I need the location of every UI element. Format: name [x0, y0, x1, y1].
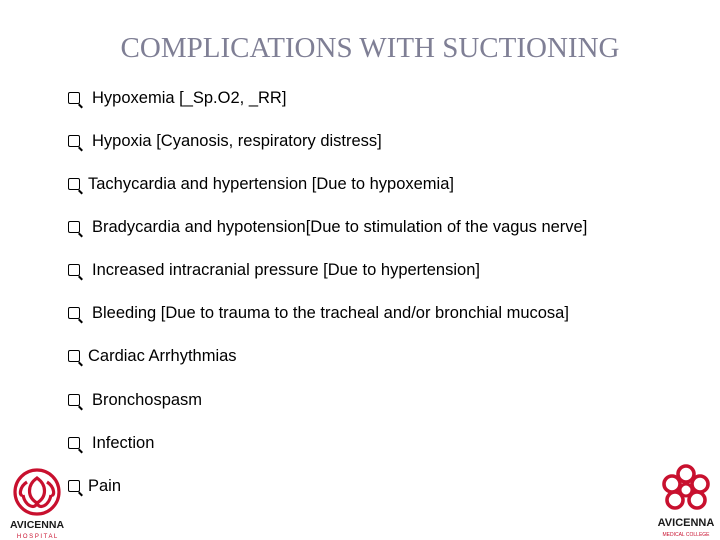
bullet-item — [68, 431, 154, 455]
bullet-item — [68, 129, 382, 153]
bullet-item — [68, 215, 587, 239]
bullet-text: Increased intracranial pressure [Due to hypertension] — [92, 260, 480, 279]
checkbox-bullet-icon — [68, 135, 80, 147]
bullet-item — [68, 258, 480, 282]
bullet-text: Hypoxia [Cyanosis, respiratory distress] — [92, 131, 382, 150]
flower-emblem-icon — [664, 466, 708, 508]
bullet-text: Pain — [88, 476, 122, 495]
avicenna-hospital-logo — [5, 465, 69, 540]
logo-left-name: AVICENNA — [9, 519, 65, 531]
bullet-text: Tachycardia and hypertension [Due to hypoxemia] — [88, 174, 454, 193]
checkbox-bullet-icon — [68, 437, 80, 449]
bullet-item — [68, 474, 121, 498]
bullet-text: Hypoxemia [_Sp.O2, _RR] — [92, 88, 287, 107]
bullet-text: Bronchospasm — [92, 390, 203, 409]
bullet-text: Cardiac Arrhythmias — [88, 346, 237, 365]
logo-left-sub: H O S P I T A L — [16, 534, 58, 540]
bullet-item — [68, 344, 237, 368]
bullet-item — [68, 86, 286, 110]
checkbox-bullet-icon — [68, 92, 80, 104]
avicenna-college-logo — [653, 462, 720, 540]
checkbox-bullet-icon — [68, 221, 80, 233]
checkbox-bullet-icon — [68, 394, 80, 406]
checkbox-bullet-icon — [68, 307, 80, 319]
bullet-item — [68, 172, 454, 196]
checkbox-bullet-icon — [68, 480, 80, 492]
logo-right-name: AVICENNA — [657, 517, 715, 529]
checkbox-bullet-icon — [68, 264, 80, 276]
bullet-text: Infection — [92, 433, 155, 452]
bullet-text: Bradycardia and hypotension[Due to stimulation of the vagus nerve] — [92, 217, 588, 236]
bullet-item — [68, 301, 569, 325]
flower-emblem-icon — [15, 470, 59, 514]
bullet-item — [68, 388, 202, 412]
bullet-text: Bleeding [Due to trauma to the tracheal and/or bronchial mucosa] — [92, 303, 569, 322]
slide-title: COMPLICATIONS WITH SUCTIONING — [120, 32, 620, 64]
checkbox-bullet-icon — [68, 178, 80, 190]
logo-right-sub: MEDICAL COLLEGE — [662, 532, 710, 538]
checkbox-bullet-icon — [68, 350, 80, 362]
